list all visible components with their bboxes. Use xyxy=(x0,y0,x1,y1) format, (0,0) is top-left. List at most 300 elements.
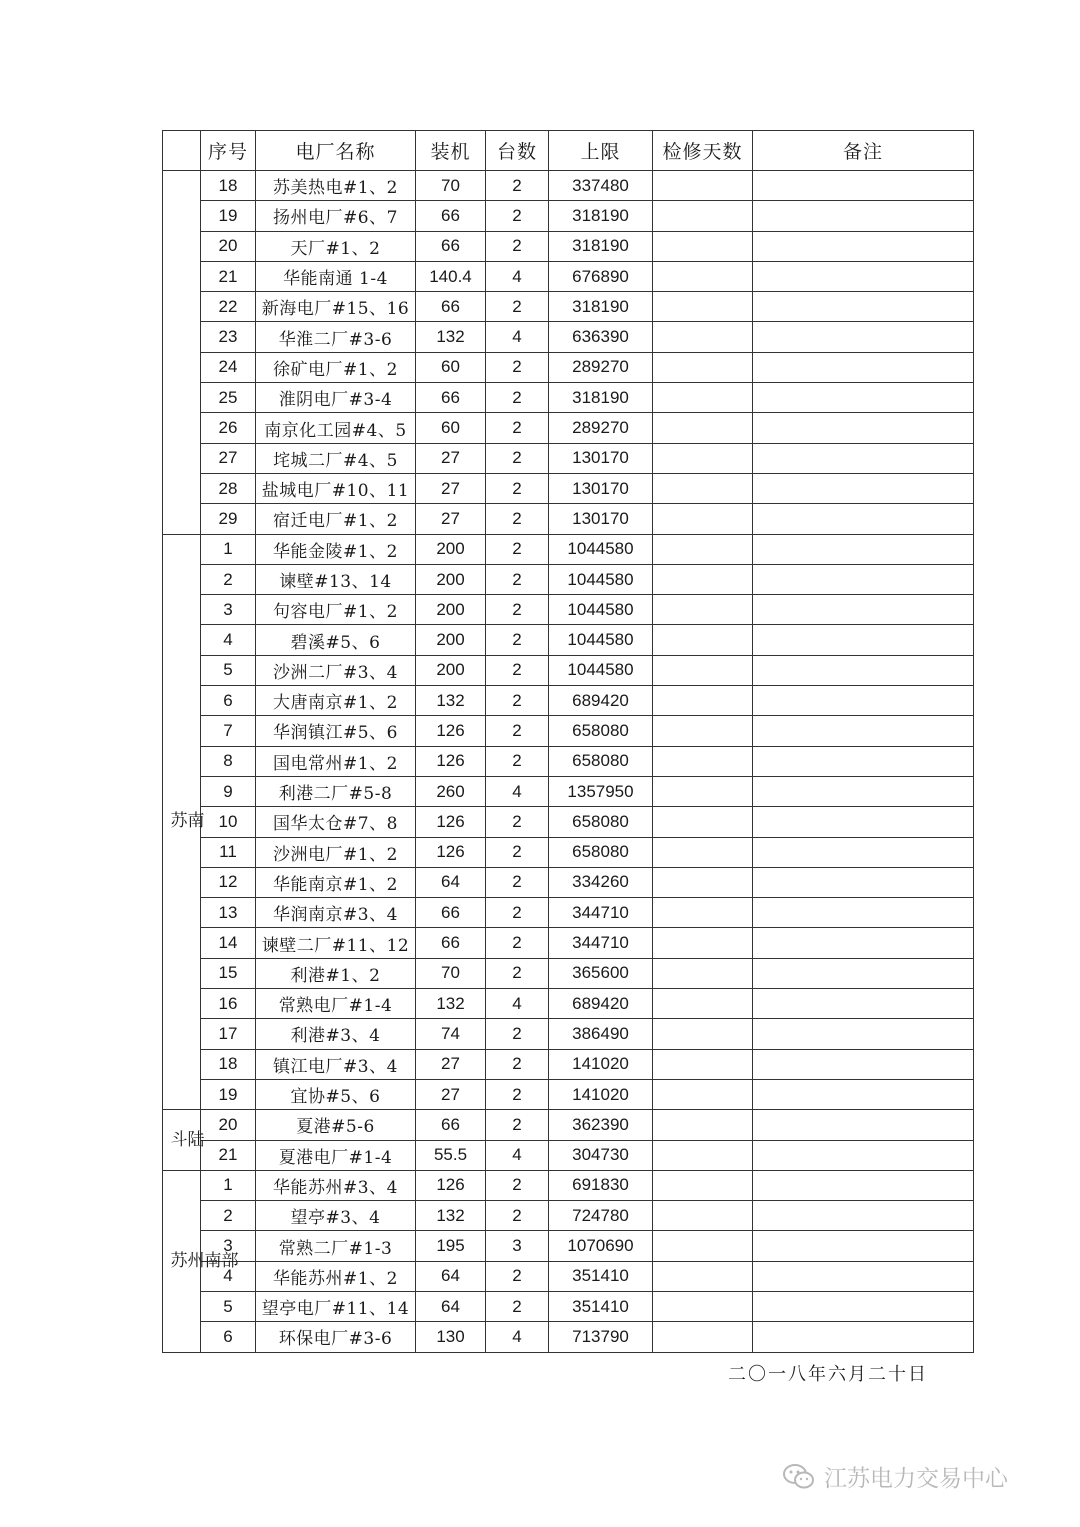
cell-maintenance-days xyxy=(653,776,753,806)
cell-units: 2 xyxy=(486,625,549,655)
cell-capacity: 27 xyxy=(416,504,486,534)
cell-plant-name: 淮阴电厂#3-4 xyxy=(256,383,416,413)
cell-maintenance-days xyxy=(653,1170,753,1200)
table-row xyxy=(163,383,974,413)
cell-upper-limit: 1044580 xyxy=(549,534,653,564)
cell-plant-name: 利港#3、4 xyxy=(256,1019,416,1049)
table-row xyxy=(163,1170,974,1200)
cell-remarks xyxy=(753,171,974,201)
cell-maintenance-days xyxy=(653,1261,753,1291)
cell-index: 21 xyxy=(201,1140,256,1170)
cell-capacity: 132 xyxy=(416,686,486,716)
table-row xyxy=(163,989,974,1019)
cell-remarks xyxy=(753,928,974,958)
cell-capacity: 132 xyxy=(416,322,486,352)
cell-upper-limit: 658080 xyxy=(549,716,653,746)
region-label: 斗陆 xyxy=(170,1129,205,1150)
cell-remarks xyxy=(753,1201,974,1231)
table-row xyxy=(163,686,974,716)
cell-capacity: 66 xyxy=(416,898,486,928)
cell-units: 4 xyxy=(486,989,549,1019)
cell-maintenance-days xyxy=(653,746,753,776)
cell-index: 4 xyxy=(201,1261,256,1291)
cell-plant-name: 夏港电厂#1-4 xyxy=(256,1140,416,1170)
cell-maintenance-days xyxy=(653,989,753,1019)
cell-upper-limit: 141020 xyxy=(549,1079,653,1109)
cell-index: 8 xyxy=(201,746,256,776)
cell-capacity: 66 xyxy=(416,201,486,231)
cell-index: 16 xyxy=(201,989,256,1019)
cell-maintenance-days xyxy=(653,867,753,897)
cell-plant-name: 国华太仓#7、8 xyxy=(256,807,416,837)
cell-upper-limit: 351410 xyxy=(549,1291,653,1321)
cell-units: 2 xyxy=(486,171,549,201)
cell-remarks xyxy=(753,746,974,776)
cell-remarks xyxy=(753,837,974,867)
cell-remarks xyxy=(753,655,974,685)
cell-upper-limit: 689420 xyxy=(549,686,653,716)
cell-region xyxy=(163,1170,239,1352)
cell-maintenance-days xyxy=(653,443,753,473)
cell-maintenance-days xyxy=(653,534,753,564)
cell-plant-name: 华润南京#3、4 xyxy=(256,898,416,928)
table-row xyxy=(163,595,974,625)
cell-index: 1 xyxy=(201,1170,256,1200)
cell-index: 6 xyxy=(201,686,256,716)
cell-maintenance-days xyxy=(653,655,753,685)
cell-remarks xyxy=(753,1291,974,1321)
cell-remarks xyxy=(753,595,974,625)
cell-plant-name: 常熟电厂#1-4 xyxy=(256,989,416,1019)
table-row xyxy=(163,534,974,564)
cell-upper-limit: 344710 xyxy=(549,898,653,928)
cell-upper-limit: 636390 xyxy=(549,322,653,352)
cell-upper-limit: 337480 xyxy=(549,171,653,201)
cell-index: 5 xyxy=(201,655,256,685)
cell-capacity: 200 xyxy=(416,564,486,594)
cell-remarks xyxy=(753,564,974,594)
cell-remarks xyxy=(753,1049,974,1079)
cell-index: 19 xyxy=(201,201,256,231)
cell-plant-name: 碧溪#5、6 xyxy=(256,625,416,655)
cell-index: 9 xyxy=(201,776,256,806)
cell-upper-limit: 318190 xyxy=(549,292,653,322)
cell-remarks xyxy=(753,1079,974,1109)
cell-upper-limit: 334260 xyxy=(549,867,653,897)
header-remarks: 备注 xyxy=(753,131,974,171)
cell-maintenance-days xyxy=(653,201,753,231)
cell-index: 10 xyxy=(201,807,256,837)
table-row xyxy=(163,231,974,261)
cell-units: 2 xyxy=(486,655,549,685)
cell-plant-name: 苏美热电#1、2 xyxy=(256,171,416,201)
table-row xyxy=(163,564,974,594)
cell-plant-name: 华能南通 1-4 xyxy=(256,261,416,291)
cell-remarks xyxy=(753,686,974,716)
cell-plant-name: 华能金陵#1、2 xyxy=(256,534,416,564)
cell-plant-name: 句容电厂#1、2 xyxy=(256,595,416,625)
cell-upper-limit: 318190 xyxy=(549,201,653,231)
cell-capacity: 130 xyxy=(416,1322,486,1352)
cell-index: 4 xyxy=(201,625,256,655)
cell-remarks xyxy=(753,625,974,655)
power-plant-table xyxy=(162,130,974,1353)
cell-upper-limit: 386490 xyxy=(549,1019,653,1049)
cell-index: 14 xyxy=(201,928,256,958)
cell-capacity: 200 xyxy=(416,534,486,564)
cell-capacity: 60 xyxy=(416,352,486,382)
watermark xyxy=(782,1460,1008,1493)
cell-capacity: 126 xyxy=(416,716,486,746)
cell-index: 19 xyxy=(201,1079,256,1109)
cell-upper-limit: 130170 xyxy=(549,443,653,473)
table-row xyxy=(163,1049,974,1079)
cell-index: 27 xyxy=(201,443,256,473)
table-row xyxy=(163,867,974,897)
cell-index: 11 xyxy=(201,837,256,867)
cell-capacity: 60 xyxy=(416,413,486,443)
cell-upper-limit: 1044580 xyxy=(549,595,653,625)
header-upper-limit: 上限 xyxy=(549,131,653,171)
cell-maintenance-days xyxy=(653,1322,753,1352)
cell-units: 2 xyxy=(486,958,549,988)
cell-upper-limit: 658080 xyxy=(549,837,653,867)
cell-units: 2 xyxy=(486,928,549,958)
cell-units: 4 xyxy=(486,1322,549,1352)
cell-upper-limit: 1044580 xyxy=(549,564,653,594)
cell-maintenance-days xyxy=(653,1231,753,1261)
cell-plant-name: 常熟二厂#1-3 xyxy=(256,1231,416,1261)
cell-maintenance-days xyxy=(653,928,753,958)
table-row xyxy=(163,1201,974,1231)
cell-remarks xyxy=(753,231,974,261)
table-row xyxy=(163,1231,974,1261)
table-row xyxy=(163,473,974,503)
table-row xyxy=(163,837,974,867)
cell-capacity: 66 xyxy=(416,231,486,261)
cell-remarks xyxy=(753,958,974,988)
cell-capacity: 132 xyxy=(416,989,486,1019)
cell-upper-limit: 289270 xyxy=(549,413,653,443)
cell-upper-limit: 1044580 xyxy=(549,625,653,655)
cell-capacity: 200 xyxy=(416,625,486,655)
cell-remarks xyxy=(753,292,974,322)
cell-units: 2 xyxy=(486,564,549,594)
cell-units: 2 xyxy=(486,746,549,776)
cell-remarks xyxy=(753,776,974,806)
cell-capacity: 27 xyxy=(416,443,486,473)
table-row xyxy=(163,261,974,291)
watermark-text: 江苏电力交易中心 xyxy=(824,1466,1008,1492)
cell-upper-limit: 318190 xyxy=(549,231,653,261)
cell-units: 2 xyxy=(486,352,549,382)
region-label: 苏州南部 xyxy=(170,1250,239,1271)
cell-plant-name: 谏壁二厂#11、12 xyxy=(256,928,416,958)
cell-plant-name: 利港二厂#5-8 xyxy=(256,776,416,806)
table-row xyxy=(163,776,974,806)
cell-maintenance-days xyxy=(653,564,753,594)
cell-maintenance-days xyxy=(653,473,753,503)
table-row xyxy=(163,716,974,746)
cell-maintenance-days xyxy=(653,383,753,413)
cell-plant-name: 华能苏州#1、2 xyxy=(256,1261,416,1291)
cell-index: 24 xyxy=(201,352,256,382)
cell-upper-limit: 658080 xyxy=(549,746,653,776)
cell-capacity: 27 xyxy=(416,1079,486,1109)
cell-capacity: 64 xyxy=(416,1261,486,1291)
cell-index: 12 xyxy=(201,867,256,897)
cell-upper-limit: 713790 xyxy=(549,1322,653,1352)
cell-remarks xyxy=(753,867,974,897)
cell-plant-name: 镇江电厂#3、4 xyxy=(256,1049,416,1079)
cell-units: 2 xyxy=(486,1019,549,1049)
cell-capacity: 55.5 xyxy=(416,1140,486,1170)
cell-index: 3 xyxy=(201,1231,256,1261)
cell-upper-limit: 676890 xyxy=(549,261,653,291)
cell-maintenance-days xyxy=(653,1079,753,1109)
table-row xyxy=(163,171,974,201)
cell-units: 2 xyxy=(486,1291,549,1321)
cell-units: 2 xyxy=(486,898,549,928)
cell-maintenance-days xyxy=(653,625,753,655)
cell-index: 18 xyxy=(201,171,256,201)
cell-units: 2 xyxy=(486,383,549,413)
cell-maintenance-days xyxy=(653,292,753,322)
cell-units: 2 xyxy=(486,1261,549,1291)
table-row xyxy=(163,443,974,473)
table-row xyxy=(163,807,974,837)
cell-remarks xyxy=(753,1170,974,1200)
cell-maintenance-days xyxy=(653,171,753,201)
cell-upper-limit: 1044580 xyxy=(549,655,653,685)
cell-units: 2 xyxy=(486,837,549,867)
cell-region xyxy=(163,534,205,1110)
cell-index: 18 xyxy=(201,1049,256,1079)
table-body xyxy=(163,171,974,1353)
document-date: 二〇一八年六月二十日 xyxy=(728,1364,928,1385)
wechat-icon xyxy=(782,1463,816,1491)
cell-units: 2 xyxy=(486,867,549,897)
cell-remarks xyxy=(753,1019,974,1049)
cell-index: 25 xyxy=(201,383,256,413)
table-row xyxy=(163,958,974,988)
cell-remarks xyxy=(753,1231,974,1261)
cell-plant-name: 沙洲二厂#3、4 xyxy=(256,655,416,685)
cell-remarks xyxy=(753,989,974,1019)
cell-units: 2 xyxy=(486,292,549,322)
table-header-row xyxy=(163,131,974,171)
cell-units: 2 xyxy=(486,686,549,716)
table-row xyxy=(163,322,974,352)
cell-units: 3 xyxy=(486,1231,549,1261)
cell-upper-limit: 1070690 xyxy=(549,1231,653,1261)
cell-plant-name: 垞城二厂#4、5 xyxy=(256,443,416,473)
cell-units: 2 xyxy=(486,231,549,261)
header-maintenance-days: 检修天数 xyxy=(653,131,753,171)
cell-plant-name: 华淮二厂#3-6 xyxy=(256,322,416,352)
cell-plant-name: 国电常州#1、2 xyxy=(256,746,416,776)
cell-plant-name: 谏壁#13、14 xyxy=(256,564,416,594)
cell-units: 2 xyxy=(486,1110,549,1140)
cell-units: 4 xyxy=(486,776,549,806)
cell-capacity: 200 xyxy=(416,655,486,685)
cell-plant-name: 天厂#1、2 xyxy=(256,231,416,261)
cell-maintenance-days xyxy=(653,898,753,928)
cell-capacity: 195 xyxy=(416,1231,486,1261)
cell-region xyxy=(163,171,201,535)
cell-units: 2 xyxy=(486,201,549,231)
cell-capacity: 70 xyxy=(416,958,486,988)
cell-maintenance-days xyxy=(653,352,753,382)
cell-capacity: 260 xyxy=(416,776,486,806)
cell-upper-limit: 691830 xyxy=(549,1170,653,1200)
cell-units: 2 xyxy=(486,1079,549,1109)
cell-maintenance-days xyxy=(653,1019,753,1049)
cell-region xyxy=(163,1110,205,1171)
cell-plant-name: 华能苏州#3、4 xyxy=(256,1170,416,1200)
cell-remarks xyxy=(753,201,974,231)
cell-index: 26 xyxy=(201,413,256,443)
cell-remarks xyxy=(753,473,974,503)
table-row xyxy=(163,292,974,322)
cell-remarks xyxy=(753,898,974,928)
table-row xyxy=(163,625,974,655)
table-row xyxy=(163,928,974,958)
cell-capacity: 64 xyxy=(416,1291,486,1321)
table-row xyxy=(163,1110,974,1140)
table-row xyxy=(163,1140,974,1170)
cell-remarks xyxy=(753,1261,974,1291)
cell-remarks xyxy=(753,443,974,473)
cell-index: 15 xyxy=(201,958,256,988)
cell-index: 28 xyxy=(201,473,256,503)
cell-maintenance-days xyxy=(653,261,753,291)
cell-index: 17 xyxy=(201,1019,256,1049)
cell-maintenance-days xyxy=(653,504,753,534)
header-capacity: 装机 xyxy=(416,131,486,171)
cell-index: 2 xyxy=(201,1201,256,1231)
cell-upper-limit: 130170 xyxy=(549,473,653,503)
cell-capacity: 66 xyxy=(416,383,486,413)
cell-maintenance-days xyxy=(653,837,753,867)
cell-index: 5 xyxy=(201,1291,256,1321)
cell-units: 4 xyxy=(486,322,549,352)
cell-units: 2 xyxy=(486,1049,549,1079)
region-label: 苏南 xyxy=(170,811,205,832)
cell-plant-name: 夏港#5-6 xyxy=(256,1110,416,1140)
cell-capacity: 27 xyxy=(416,1049,486,1079)
cell-capacity: 132 xyxy=(416,1201,486,1231)
cell-maintenance-days xyxy=(653,1291,753,1321)
cell-plant-name: 大唐南京#1、2 xyxy=(256,686,416,716)
header-region xyxy=(163,131,201,171)
cell-remarks xyxy=(753,413,974,443)
cell-capacity: 66 xyxy=(416,1110,486,1140)
cell-maintenance-days xyxy=(653,807,753,837)
cell-remarks xyxy=(753,1110,974,1140)
table-row xyxy=(163,201,974,231)
table-row xyxy=(163,413,974,443)
cell-plant-name: 宜协#5、6 xyxy=(256,1079,416,1109)
cell-capacity: 200 xyxy=(416,595,486,625)
cell-index: 1 xyxy=(201,534,256,564)
table-row xyxy=(163,504,974,534)
cell-upper-limit: 304730 xyxy=(549,1140,653,1170)
cell-maintenance-days xyxy=(653,231,753,261)
table-row xyxy=(163,1322,974,1352)
table-row xyxy=(163,1079,974,1109)
cell-maintenance-days xyxy=(653,686,753,716)
cell-units: 4 xyxy=(486,261,549,291)
cell-remarks xyxy=(753,1322,974,1352)
cell-units: 2 xyxy=(486,473,549,503)
cell-upper-limit: 724780 xyxy=(549,1201,653,1231)
cell-index: 22 xyxy=(201,292,256,322)
table-row xyxy=(163,1019,974,1049)
cell-maintenance-days xyxy=(653,1110,753,1140)
cell-capacity: 74 xyxy=(416,1019,486,1049)
cell-index: 23 xyxy=(201,322,256,352)
cell-units: 2 xyxy=(486,1201,549,1231)
cell-index: 13 xyxy=(201,898,256,928)
cell-units: 2 xyxy=(486,595,549,625)
table-row xyxy=(163,655,974,685)
cell-upper-limit: 1357950 xyxy=(549,776,653,806)
cell-units: 2 xyxy=(486,807,549,837)
cell-maintenance-days xyxy=(653,413,753,443)
header-units: 台数 xyxy=(486,131,549,171)
cell-upper-limit: 289270 xyxy=(549,352,653,382)
cell-remarks xyxy=(753,1140,974,1170)
cell-units: 2 xyxy=(486,504,549,534)
cell-units: 4 xyxy=(486,1140,549,1170)
cell-remarks xyxy=(753,716,974,746)
cell-upper-limit: 351410 xyxy=(549,1261,653,1291)
cell-capacity: 66 xyxy=(416,292,486,322)
cell-plant-name: 沙洲电厂#1、2 xyxy=(256,837,416,867)
table-row xyxy=(163,352,974,382)
cell-upper-limit: 689420 xyxy=(549,989,653,1019)
cell-plant-name: 环保电厂#3-6 xyxy=(256,1322,416,1352)
cell-units: 2 xyxy=(486,716,549,746)
cell-index: 29 xyxy=(201,504,256,534)
cell-upper-limit: 362390 xyxy=(549,1110,653,1140)
cell-remarks xyxy=(753,534,974,564)
cell-upper-limit: 318190 xyxy=(549,383,653,413)
cell-upper-limit: 344710 xyxy=(549,928,653,958)
table-row xyxy=(163,746,974,776)
cell-plant-name: 望亭电厂#11、14 xyxy=(256,1291,416,1321)
cell-maintenance-days xyxy=(653,322,753,352)
cell-units: 2 xyxy=(486,413,549,443)
cell-capacity: 126 xyxy=(416,807,486,837)
cell-capacity: 70 xyxy=(416,171,486,201)
cell-index: 7 xyxy=(201,716,256,746)
cell-maintenance-days xyxy=(653,595,753,625)
cell-upper-limit: 130170 xyxy=(549,504,653,534)
cell-index: 3 xyxy=(201,595,256,625)
cell-index: 20 xyxy=(201,231,256,261)
header-index: 序号 xyxy=(201,131,256,171)
cell-index: 21 xyxy=(201,261,256,291)
cell-plant-name: 南京化工园#4、5 xyxy=(256,413,416,443)
cell-remarks xyxy=(753,322,974,352)
cell-maintenance-days xyxy=(653,958,753,988)
cell-maintenance-days xyxy=(653,1049,753,1079)
cell-plant-name: 华润镇江#5、6 xyxy=(256,716,416,746)
cell-remarks xyxy=(753,807,974,837)
cell-remarks xyxy=(753,352,974,382)
